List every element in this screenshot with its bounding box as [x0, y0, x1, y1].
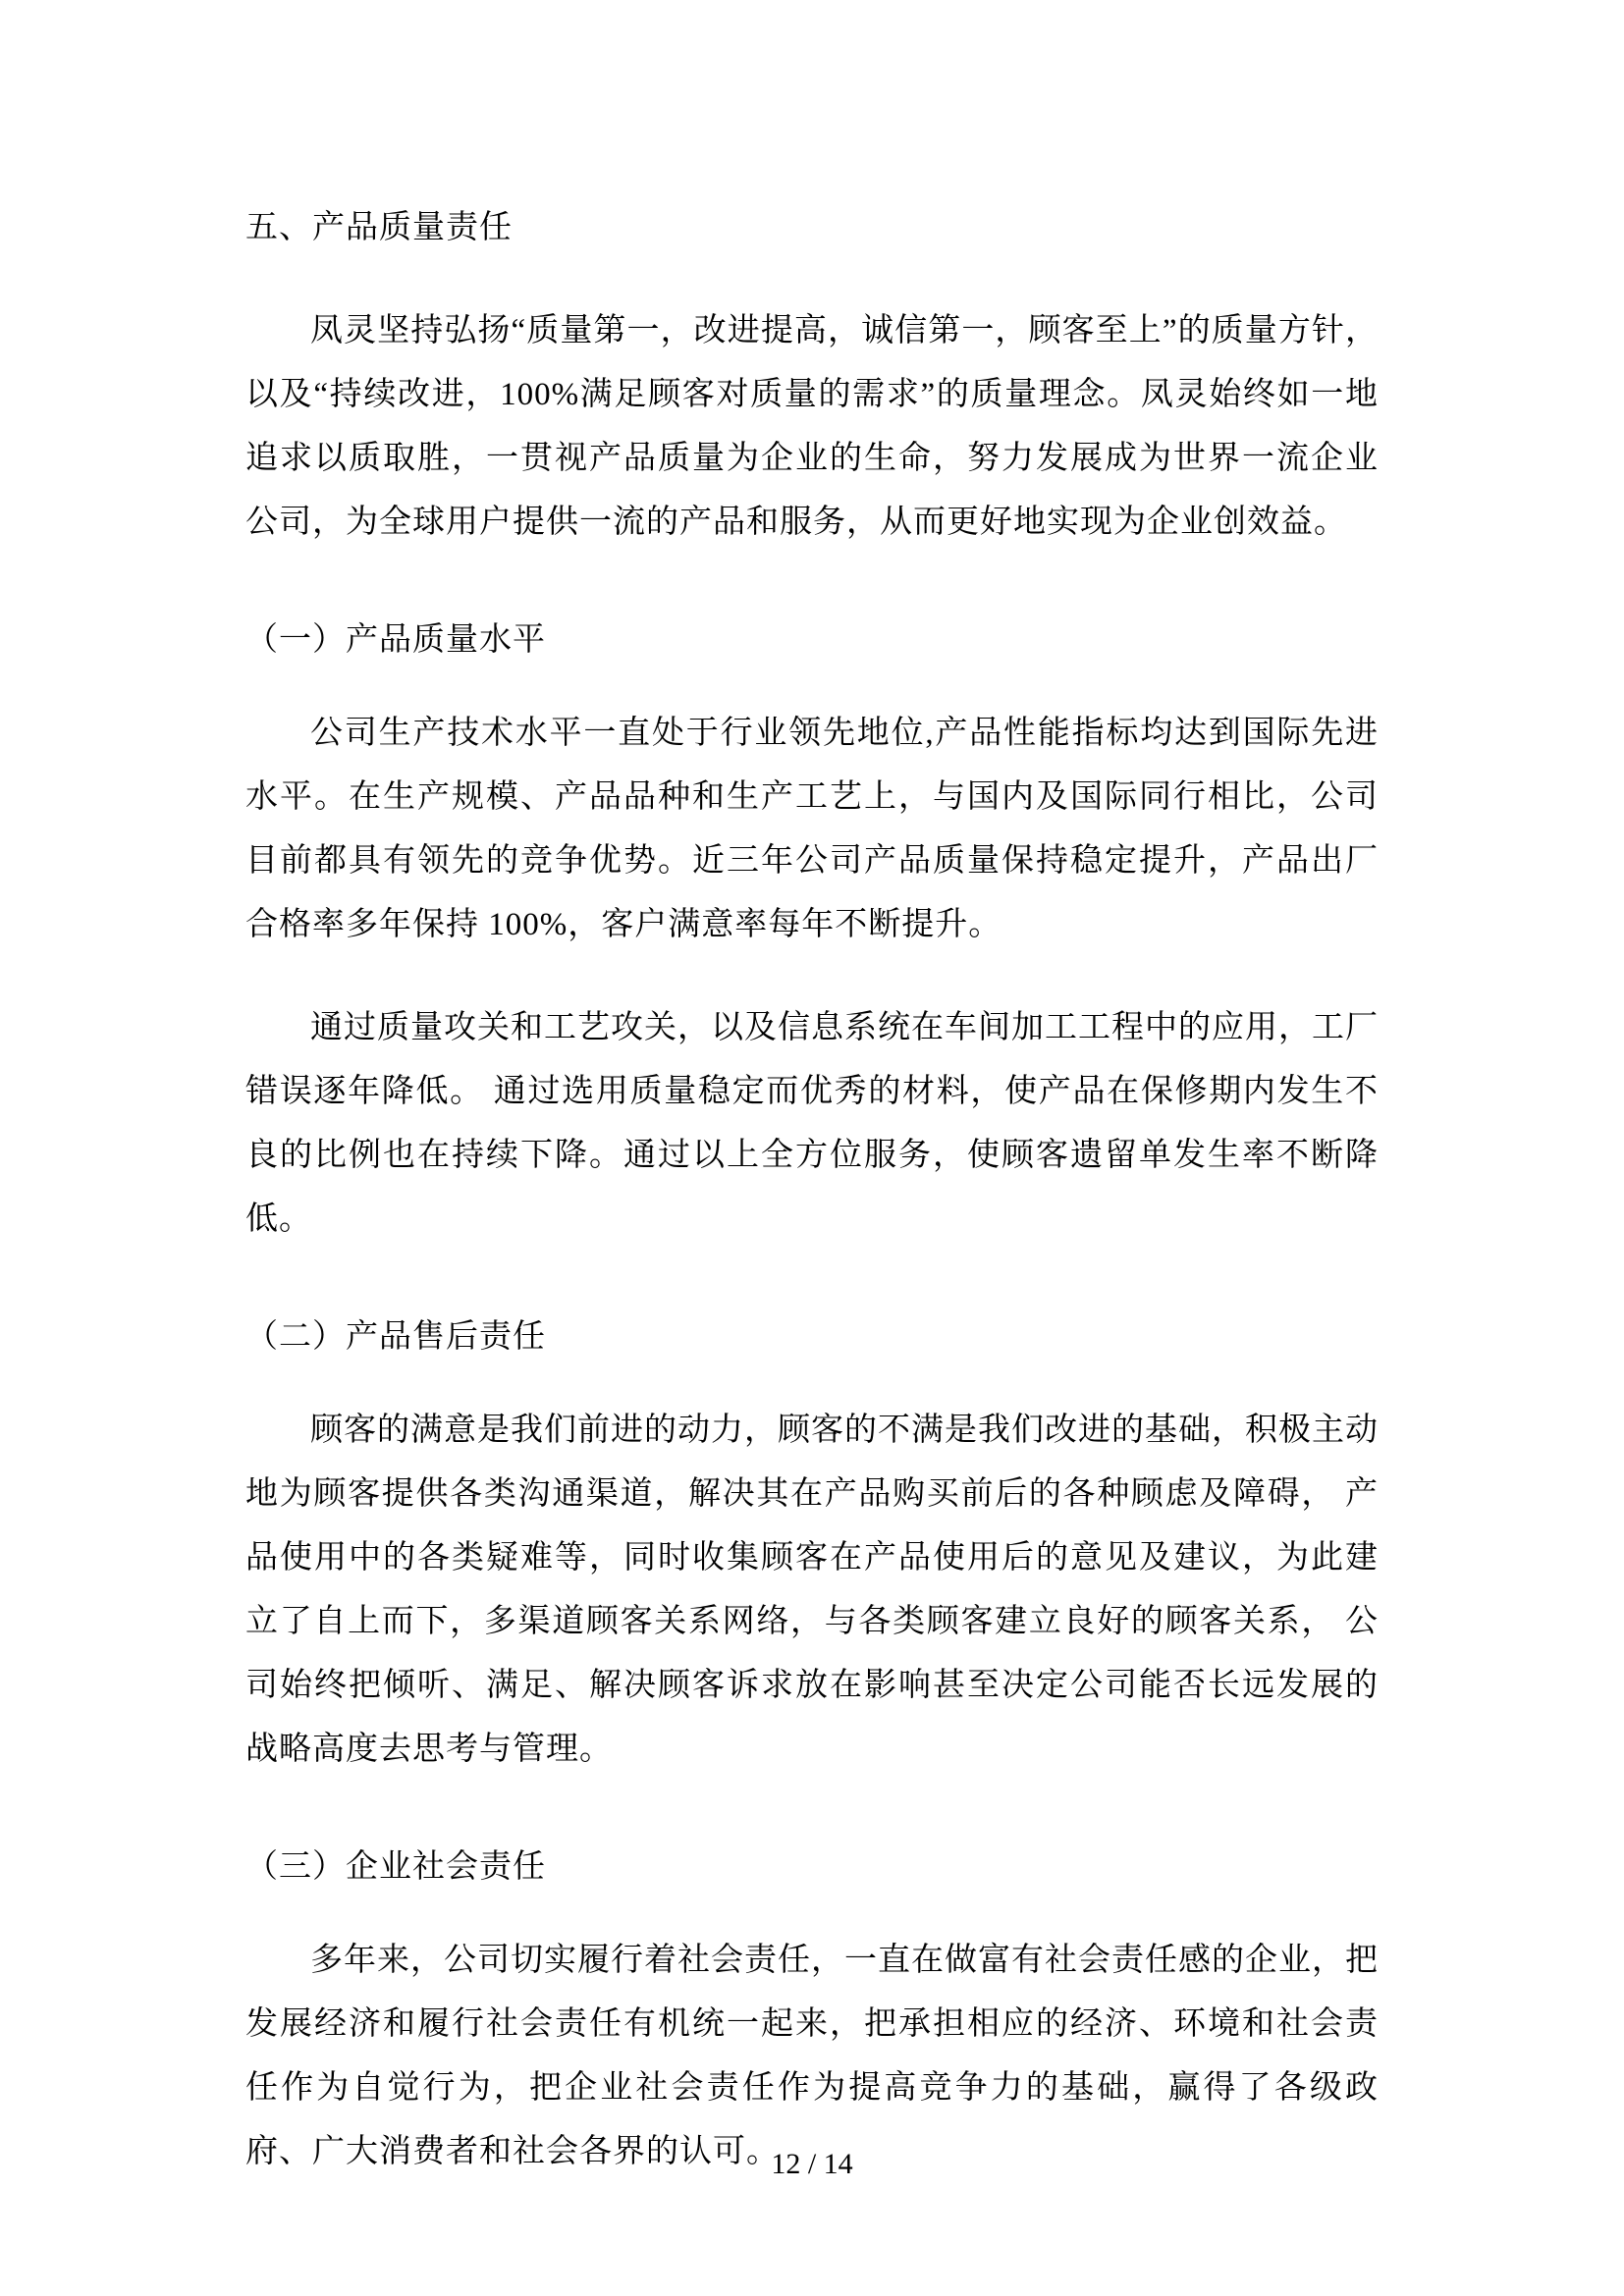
section-1-heading: （一）产品质量水平: [245, 622, 546, 658]
intro-paragraph: 凤灵坚持弘扬“质量第一，改进提高，诚信第一，顾客至上”的质量方针，以及“持续改进，100%满足顾客对质量的需求”的质量理念。凤灵始终如一地追求以质取胜，一贯视产品质量为企业的生命，努力发展成为世界一流企业公司，为全球用户提供一流的产品和服务，从而更好地实现为企业创效益。: [245, 313, 1379, 540]
section-2-paragraph-1: 顾客的满意是我们前进的动力，顾客的不满是我们改进的基础，积极主动地为顾客提供各类沟通渠道，解决其在产品购买前后的各种顾虑及障碍， 产品使用中的各类疑难等，同时收集顾客在产品使用后的意见及建议，为此建立了自上而下，多渠道顾客关系网络，与各类顾客建立良好的顾客关系， 公司始终把倾听、满足、解决顾客诉求放在影响甚至决定公司能否长远发展的战略高度去思考与管理。: [245, 1413, 1379, 1767]
section-3-heading: （三）企业社会责任: [245, 1849, 546, 1885]
document-title: 五、产品质量责任: [245, 210, 513, 245]
page-number: 12 / 14: [771, 2148, 853, 2180]
section-2-heading: （二）产品售后责任: [245, 1319, 546, 1355]
section-3-paragraph-1: 多年来，公司切实履行着社会责任，一直在做富有社会责任感的企业，把发展经济和履行社会责任有机统一起来，把承担相应的经济、环境和社会责任作为自觉行为，把企业社会责任作为提高竞争力的基础，赢得了各级政府、广大消费者和社会各界的认可。: [245, 1943, 1379, 2169]
section-1-paragraph-1: 公司生产技术水平一直处于行业领先地位,产品性能指标均达到国际先进水平。在生产规模、产品品种和生产工艺上，与国内及国际同行相比，公司目前都具有领先的竞争优势。近三年公司产品质量保持稳定提升，产品出厂合格率多年保持 100%，客户满意率每年不断提升。: [245, 716, 1379, 942]
section-1-paragraph-2: 通过质量攻关和工艺攻关，以及信息系统在车间加工工程中的应用，工厂错误逐年降低。 通过选用质量稳定而优秀的材料，使产品在保修期内发生不良的比例也在持续下降。通过以上全方位服务，使顾客遗留单发生率不断降低。: [245, 1010, 1379, 1237]
